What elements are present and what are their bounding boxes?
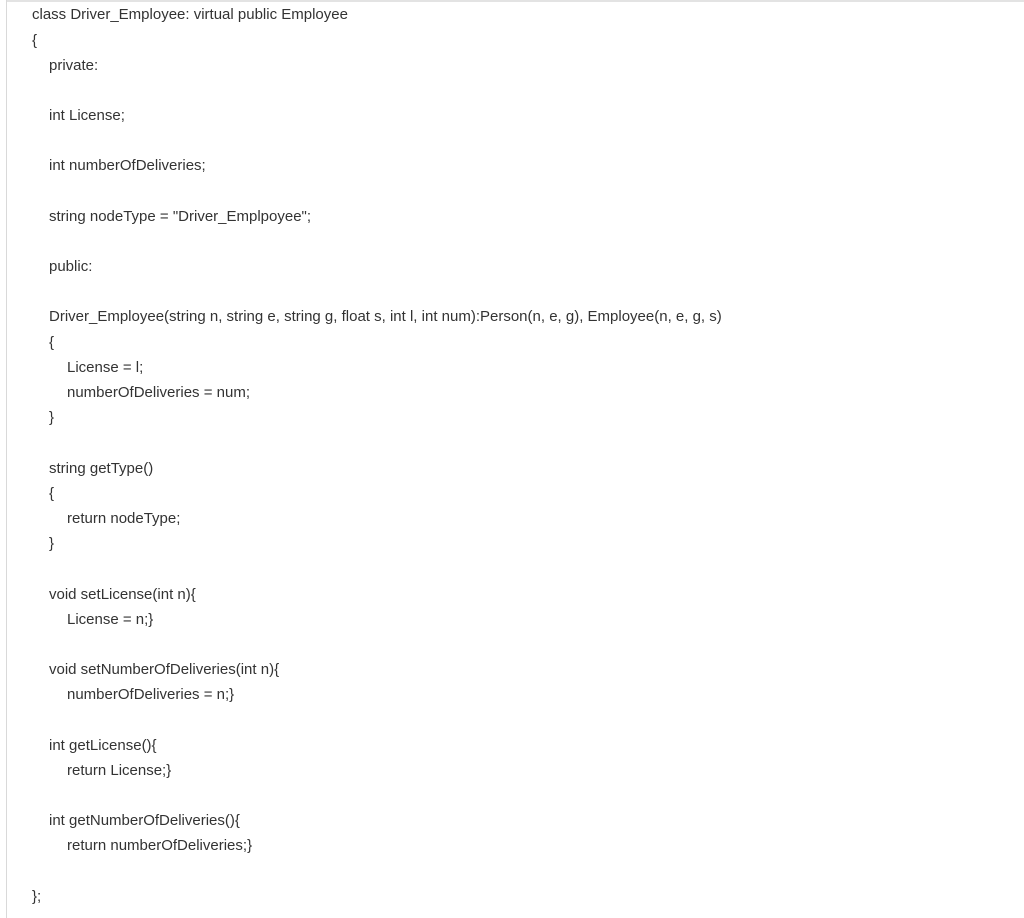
- code-line: int getNumberOfDeliveries(){: [49, 812, 240, 829]
- code-line: int numberOfDeliveries;: [49, 157, 206, 174]
- code-line: License = l;: [67, 359, 144, 376]
- code-line: void setNumberOfDeliveries(int n){: [49, 661, 280, 678]
- code-line: int getLicense(){: [49, 737, 157, 754]
- code-line: {: [49, 485, 55, 502]
- code-line: {: [32, 32, 38, 49]
- code-line: return License;}: [67, 762, 172, 779]
- code-line: string nodeType = "Driver_Emplpoyee";: [49, 208, 312, 225]
- code-line: License = n;}: [67, 611, 154, 628]
- code-line: Driver_Employee(string n, string e, string g, float s, int l, int num):Person(n, e, g), Employee(n, e, g, s): [49, 308, 722, 325]
- code-line: }: [49, 409, 55, 426]
- code-line: numberOfDeliveries = num;: [67, 384, 250, 401]
- code-line: };: [32, 888, 42, 905]
- code-line: return nodeType;: [67, 510, 181, 527]
- code-line: numberOfDeliveries = n;}: [67, 686, 235, 703]
- code-line: void setLicense(int n){: [49, 586, 196, 603]
- code-line: class Driver_Employee: virtual public Employee: [32, 6, 348, 23]
- code-line: public:: [49, 258, 93, 275]
- code-line: {: [49, 334, 55, 351]
- code-line: int License;: [49, 107, 125, 124]
- code-line: return numberOfDeliveries;}: [67, 837, 253, 854]
- code-line: private:: [49, 57, 99, 74]
- code-line: }: [49, 535, 55, 552]
- code-line: string getType(): [49, 460, 154, 477]
